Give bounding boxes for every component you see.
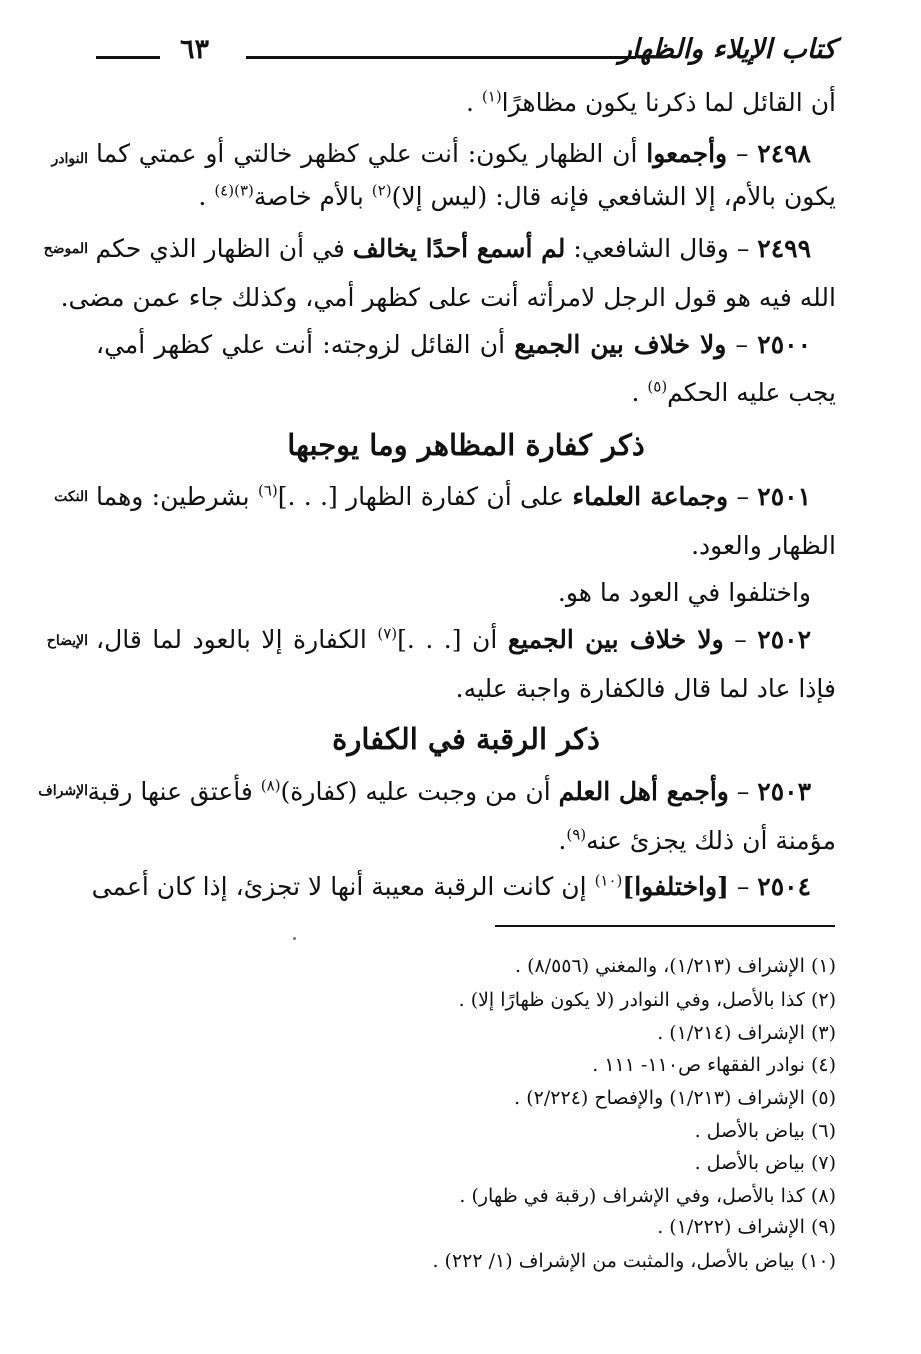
footnote: (١٠) بياض بالأصل، والمثبت من الإشراف (١/ ٢٢٢) . [432,1250,836,1272]
text-run: وقال الشافعي: [565,234,729,263]
text-run: . [631,378,648,407]
margin-label: الإشراف [38,783,88,799]
text-line: ٢٤٩٨ – وأجمعوا أن الظهار يكون: أنت علي كظهر خالتي أو عمتي كما [96,139,811,168]
footnote-ref[interactable]: (١٠) [594,871,623,890]
section-heading: ذكر كفارة المظاهر وما يوجبها [287,428,645,462]
bold-phrase: ولا خلاف بين الجميع [507,625,724,654]
margin-label: النوادر [51,151,88,167]
footnote-ref[interactable]: (٦) [257,481,278,500]
text-run: أن من وجبت عليه (كفارة) [280,777,559,806]
text-run: أن الظهار يكون: أنت علي كظهر خالتي أو عمتي كما [96,139,647,168]
text-line [466,86,836,120]
footnote: (٧) بياض بالأصل . [694,1152,836,1174]
header-rule-left [96,56,160,59]
footnote-ref[interactable]: (٧) [377,624,398,643]
paragraph-number: ٢٥٠٣ [757,777,811,806]
text-run: على أن كفارة الظهار [. . .] [277,482,573,511]
footnote: (٨) كذا بالأصل، وفي الإشراف (رقبة في ظهار) . [459,1185,836,1207]
text-run: . [198,182,215,211]
text-run: يكون بالأم، إلا الشافعي فإنه قال: (ليس إلا) [391,182,836,211]
footnote-ref[interactable]: (٨) [260,776,281,795]
text-run: الكفارة إلا بالعود لما قال، [96,625,378,654]
text-run: بالأم خاصة [253,182,372,211]
margin-label: النكت [54,489,88,505]
running-title: كتاب الإيلاء والظهار [618,34,836,65]
footnote-ref[interactable]: (١) [481,87,502,106]
text-run: . [465,88,482,117]
text-line: ٢٥٠٠ – ولا خلاف بين الجميع أن القائل لزوجته: أنت علي كظهر أمي، [96,330,811,359]
margin-label: الإيضاح [46,633,88,649]
page-number: ٦٣ [180,34,210,65]
paragraph-number: ٢٤٩٩ [757,234,811,263]
text-run: إن كانت الرقبة معيبة أنها لا تجزئ، إذا كان أعمى [91,872,595,901]
text-run: أن القائل لما ذكرنا يكون مظاهرًا [501,88,836,117]
text-line [61,281,836,315]
footnote-ref[interactable]: (٩) [566,825,587,844]
text-line: ٢٥٠٣ – وأجمع أهل العلم أن من وجبت عليه (كفارة)$^{(٨)}$ فأعتق عنها رقبة [87,776,811,806]
text-run: مؤمنة أن ذلك يجزئ عنه [586,826,836,855]
text-run: في أن الظهار الذي حكم [95,234,353,263]
footnote: (٥) الإشراف (١/٢١٣) والإفصاح (٢/٢٢٤) . [514,1087,836,1109]
paragraph-number: ٢٤٩٨ [757,139,811,168]
bold-phrase: [واختلفوا] [622,872,729,901]
text-run: فأعتق عنها رقبة [87,777,261,806]
text-line [456,672,836,706]
text-line [558,824,836,858]
text-line [691,529,836,563]
text-run: بشرطين: وهما [96,482,258,511]
bold-phrase: وجماعة العلماء [572,482,729,511]
text-line [631,376,836,410]
text-run: فإذا عاد لما قال فالكفارة واجبة عليه. [455,674,836,703]
bold-phrase: لم أسمع أحدًا يخالف [352,234,566,263]
text-run: الظهار والعود. [691,531,836,560]
footnote: (٤) نوادر الفقهاء ص١١٠- ١١١ . [592,1054,836,1076]
paragraph-number: ٢٥٠١ [757,482,811,511]
section-heading: ذكر الرقبة في الكفارة [332,722,600,756]
footnote: (٣) الإشراف (١/٢١٤) . [657,1022,836,1044]
scan-speck [293,937,296,940]
bold-phrase: وأجمع أهل العلم [558,777,729,806]
footnote-ref[interactable]: (٢) [371,181,392,200]
paragraph-number: ٢٥٠٤ [757,872,811,901]
text-line: ٢٥٠١ – وجماعة العلماء على أن كفارة الظهار [. . .]$^{(٦)}$ بشرطين: وهما [96,481,811,511]
text-line [198,180,836,214]
text-line: ٢٥٠٤ – [واختلفوا]$^{(١٠)}$ إن كانت الرقبة معيبة أنها لا تجزئ، إذا كان أعمى [91,871,811,901]
text-run: واختلفوا في العود ما هو. [557,578,811,607]
header-rule [246,56,636,59]
footnote: (١) الإشراف (١/٢١٣)، والمغني (٨/٥٥٦) . [514,955,836,977]
text-line: ٢٤٩٩ – وقال الشافعي: لم أسمع أحدًا يخالف في أن الظهار الذي حكم [95,234,811,263]
text-run: يجب عليه الحكم [667,378,836,407]
page-header [96,34,836,84]
paragraph-number: ٢٥٠٠ [757,330,811,359]
text-line: ٢٥٠٢ – ولا خلاف بين الجميع أن [. . .]$^{(٧)}$ الكفارة إلا بالعود لما قال، [96,624,811,654]
footnote-ref[interactable]: (٣)(٤) [214,181,254,200]
footnote: (٦) بياض بالأصل . [694,1120,836,1142]
footnote-rule [495,925,835,927]
footnote-ref[interactable]: (٥) [647,377,668,396]
text-line [558,576,811,610]
text-run: أن القائل لزوجته: أنت علي كظهر أمي، [96,330,515,359]
bold-phrase: وأجمعوا [646,139,728,168]
footnote: (٢) كذا بالأصل، وفي النوادر (لا يكون ظهارًا إلا) . [458,989,836,1011]
text-run: الله فيه هو قول الرجل لامرأته أنت على كظهر أمي، وكذلك جاء عمن مضى. [60,283,836,312]
margin-label: الموضح [43,241,88,257]
bold-phrase: ولا خلاف بين الجميع [514,330,727,359]
paragraph-number: ٢٥٠٢ [757,625,811,654]
footnote: (٩) الإشراف (١/٢٢٢) . [657,1216,836,1238]
text-run: . [558,826,567,855]
text-run: أن [. . .] [397,625,508,654]
